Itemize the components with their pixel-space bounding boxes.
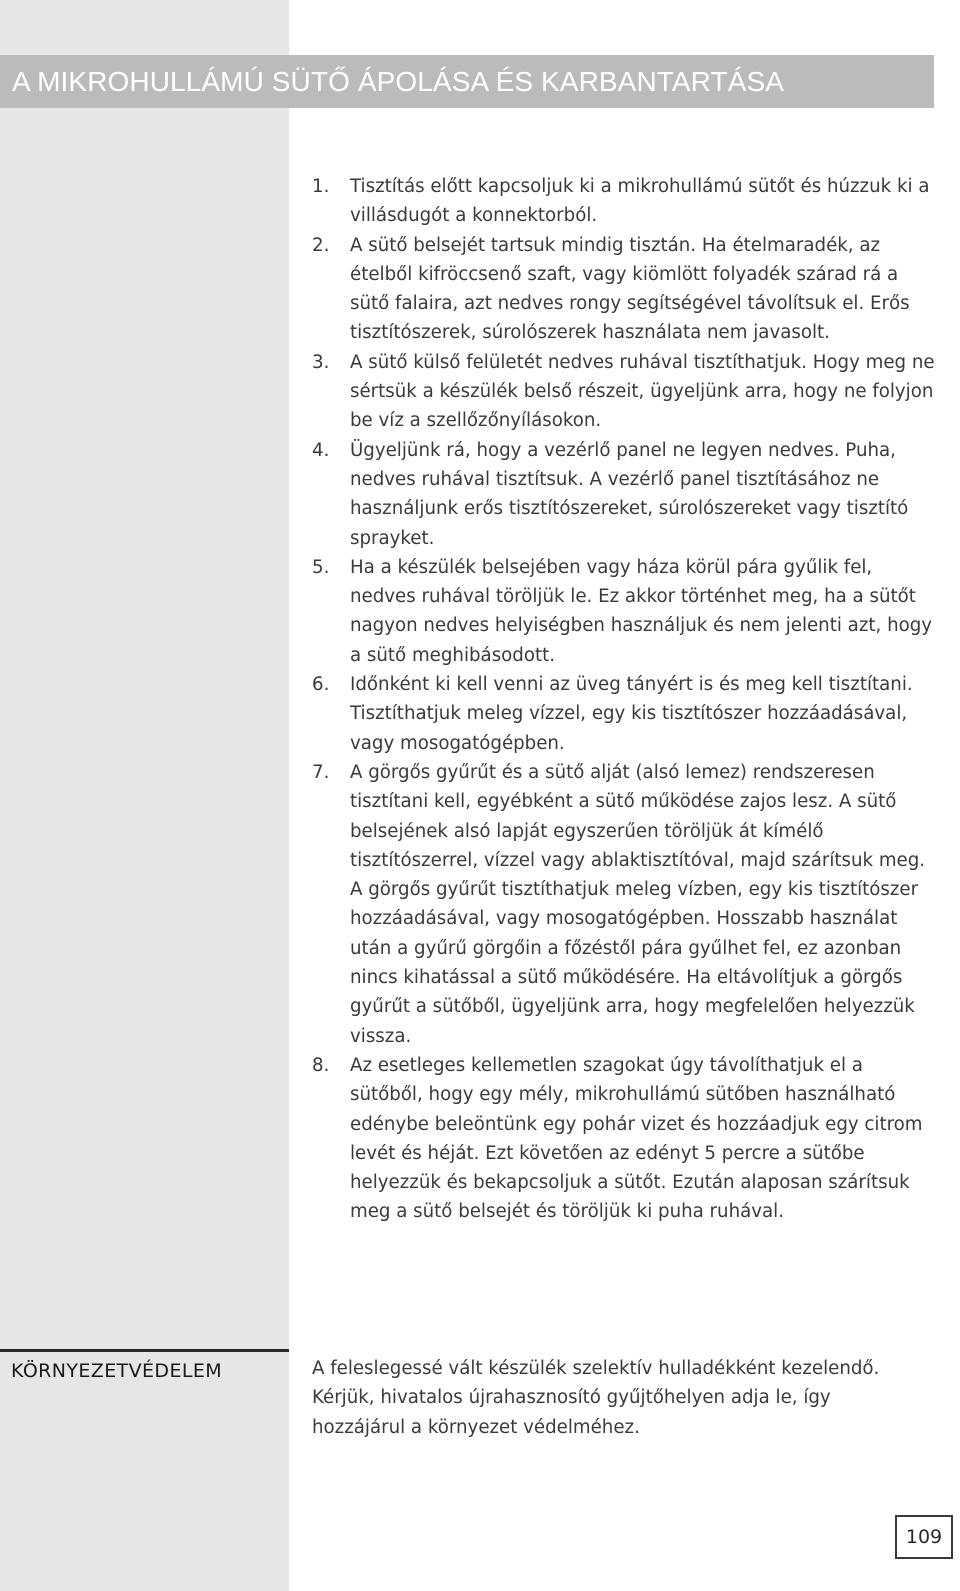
list-item-number: 7. — [312, 761, 330, 783]
environment-heading: KÖRNYEZETVÉDELEM — [11, 1360, 223, 1382]
list-item — [312, 1051, 937, 1227]
list-item-number: 5. — [312, 556, 330, 578]
section-title-bar — [0, 55, 934, 108]
maintenance-list — [312, 172, 937, 1227]
list-item — [312, 231, 937, 348]
list-item — [312, 172, 937, 231]
list-item-text: A sütő külső felületét nedves ruhával tisztíthatjuk. Hogy meg ne sértsük a készülék belső részeit, ügyeljünk arra, hogy ne folyjon be víz a szellőzőnyílásokon. — [350, 351, 935, 432]
section-divider — [0, 1349, 289, 1352]
list-item-number: 2. — [312, 234, 330, 256]
list-item-text: Tisztítás előtt kapcsoljuk ki a mikrohullámú sütőt és húzzuk ki a villásdugót a konnektorból. — [350, 176, 930, 227]
list-item — [312, 553, 937, 670]
list-item — [312, 758, 937, 1051]
list-item — [312, 348, 937, 436]
list-item-text: Időnként ki kell venni az üveg tányért is és meg kell tisztítani. Tisztíthatjuk meleg vízzel, egy kis tisztítószer hozzáadásával, vagy mosogatógépben. — [350, 674, 913, 754]
list-item — [312, 670, 937, 758]
list-item-number: 8. — [312, 1054, 330, 1076]
list-item-number: 6. — [312, 674, 330, 696]
environment-text: A feleslegessé vált készülék szelektív hulladékként kezelendő. Kérjük, hivatalos újrahasznosító gyűjtőhelyen adja le, így hozzájárul a környezet védelméhez. — [312, 1358, 880, 1438]
list-item-number: 1. — [312, 176, 330, 197]
sidebar-panel — [0, 0, 289, 1591]
list-item-text: A sütő belsejét tartsuk mindig tisztán. Ha ételmaradék, az ételből kifröccsenő szaft, vagy kiömlött folyadék szárad rá a sütő falaira, azt nedves rongy segítségével távolítsuk el. Erős tisztítószerek, súrolószerek használata nem javasolt. — [350, 234, 910, 344]
list-item-text: Ha a készülék belsejében vagy háza körül pára gyűlik fel, nedves ruhával töröljük le. Ez akkor történhet meg, ha a sütőt nagyon nedves helyiségben használjuk és nem jelenti azt, hogy a sütő meghibásodott. — [350, 556, 933, 666]
list-item-number: 4. — [312, 439, 330, 461]
list-item-number: 3. — [312, 351, 330, 373]
list-item — [312, 436, 937, 553]
list-item-text: A görgős gyűrűt és a sütő alját (alsó lemez) rendszeresen tisztítani kell, egyébként a sütő működése zajos lesz. A sütő belsejének alsó lapját egyszerűen töröljük át kímélő tisztítószerrel, vízzel vagy ablaktisztítóval, majd szárítsuk meg. A görgős gyűrűt tisztíthatjuk meleg vízben, egy kis tisztítószer hozzáadásával, vagy mosogatógépben. Hosszabb használat után a gyűrű görgőin a főzéstől pára gyűlhet fel, ez azonban nincs kihatással a sütő működésére. Ha eltávolítjuk a görgős gyűrűt a sütőből, ügyeljünk arra, hogy megfelelően helyezzük vissza. — [350, 761, 926, 1047]
page-title: A MIKROHULLÁMÚ SÜTŐ ÁPOLÁSA ÉS KARBANTARTÁSA — [12, 66, 785, 97]
list-item-text: Ügyeljünk rá, hogy a vezérlő panel ne legyen nedves. Puha, nedves ruhával tisztítsuk. A vezérlő panel tisztításához ne használjunk erős tisztítószereket, súrolószereket vagy tisztító sprayket. — [350, 439, 909, 549]
list-item-text: Az esetleges kellemetlen szagokat úgy távolíthatjuk el a sütőből, hogy egy mély, mikrohullámú sütőben használható edénybe beleöntünk egy pohár vizet és hozzáadjuk egy citrom levét és héját. Ezt követően az edényt 5 percre a sütőbe helyezzük és bekapcsoljuk a sütőt. Ezután alaposan szárítsuk meg a sütő belsejét és töröljük ki puha ruhával. — [350, 1054, 923, 1223]
page-number: 109 — [895, 1515, 953, 1559]
